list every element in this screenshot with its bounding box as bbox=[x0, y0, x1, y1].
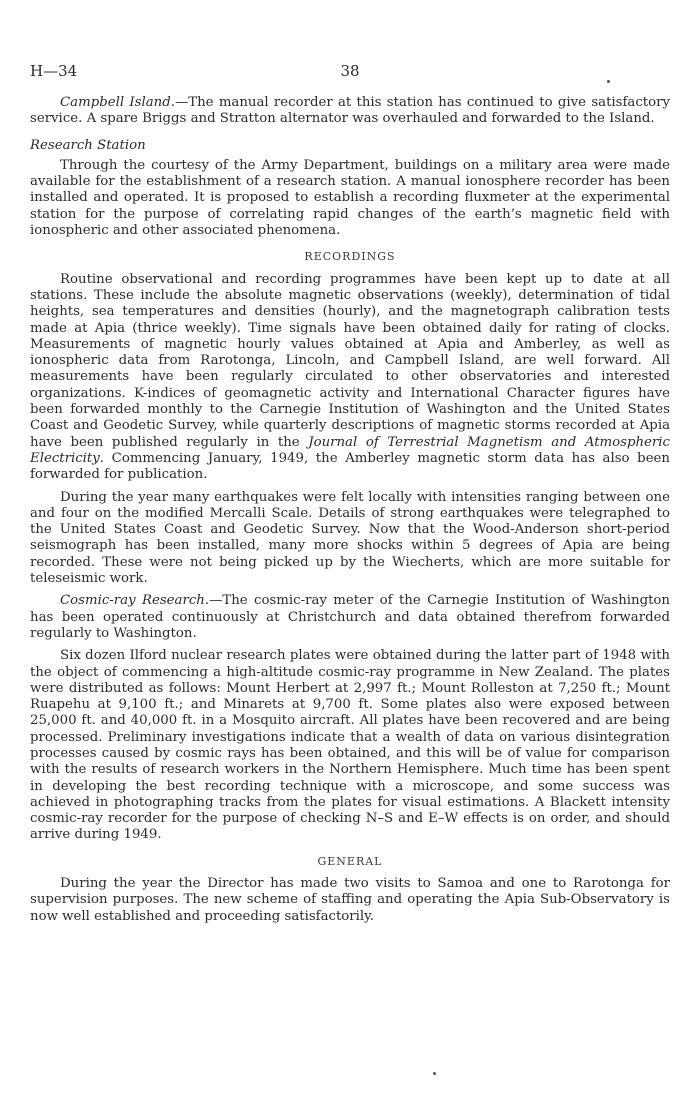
page-number: 38 bbox=[340, 62, 360, 80]
plates-paragraph: Six dozen Ilford nuclear research plates were obtained during the latter part of 1948 with the object of commencing a high-altitude cosmic-ray programme in New Zealand. The plates were distributed as follows: Mount Herbert at 2,997 ft.; Mount Rolleston at 7,250 ft.; Mount Ruapehu at 9,100 ft.; and Minarets at 9,700 ft. Some plates also were exposed between 25,000 ft. and 40,000 ft. in a Mosquito aircraft. All plates have been recovered and are being processed. Preliminary investigations indicate that a wealth of data on various disintegration processes caused by cosmic rays has been obtained, and this will be of value for comparison with the results of research workers in the Northern Hemisphere. Much time has been spent in developing the best recording technique with a microscope, and some success was achieved in photographing tracks from the plates for visual estimations. A Blackett intensity cosmic-ray recorder for the purpose of checking N–S and E–W effects is on order, and should arrive during 1949. bbox=[30, 648, 670, 843]
cosmic-ray-text: —The cosmic-ray meter of the Carnegie Institution of Washington has been operated continuously at Christchurch and data obtained therefrom forwarded regularly to Washington. bbox=[30, 593, 670, 641]
campbell-paragraph bbox=[30, 95, 670, 128]
page-code: H—34 bbox=[30, 62, 78, 80]
campbell-text: —The manual recorder at this station has continued to give satisfactory service. A spare Briggs and Stratton alternator was overhauled and forwarded to the Island. bbox=[30, 95, 671, 127]
research-station-paragraph: Through the courtesy of the Army Department, buildings on a military area were made available for the establishment of a research station. A manual ionosphere recorder has been installed and operated. It is proposed to establish a recording fluxmeter at the experimental station for the purpose of correlating rapid changes of the earth’s magnetic field with ionospheric and other associated phenomena. bbox=[30, 157, 670, 239]
earthquake-paragraph: During the year many earthquakes were felt locally with intensities ranging between one and four on the modified Mercalli Scale. Details of strong earthquakes were telegraphed to the United States Coast and Geodetic Survey. Now that the Wood-Anderson short-period seismograph has been installed, many more shocks within 5 degrees of Apia are being recorded. These were not being picked up by the Wiecherts, which are more suitable for teleseismic work. bbox=[30, 489, 670, 587]
journal-title: Journal of Terrestrial Magnetism and Atmospheric Electricity bbox=[30, 434, 670, 466]
cosmic-ray-paragraph bbox=[30, 593, 670, 642]
recordings-heading: RECORDINGS bbox=[304, 250, 396, 264]
speck-mark bbox=[607, 80, 610, 83]
general-paragraph: During the year the Director has made two visits to Samoa and one to Rarotonga for supervision purposes. The new scheme of staffing and operating the Apia Sub-Observatory is now well established and proceeding satisfactorily. bbox=[30, 876, 670, 924]
cosmic-ray-runin: Cosmic-ray Research. bbox=[60, 593, 210, 609]
page-body bbox=[30, 95, 670, 931]
routine-paragraph bbox=[30, 272, 670, 484]
campbell-runin: Campbell Island. bbox=[60, 95, 175, 110]
speck-mark-bottom bbox=[433, 1072, 436, 1075]
research-station-title: Research Station bbox=[30, 137, 146, 153]
general-heading: GENERAL bbox=[317, 854, 383, 868]
routine-text-b: . Commencing January, 1949, the Amberley magnetic storm data has also been forwarded for publication. bbox=[30, 450, 670, 483]
routine-text-a: Routine observational and recording programmes have been kept up to date at all stations. These include the absolute magnetic observations (weekly), determination of tidal heights, sea temperatures and densities (hourly), and the magnetograph calibration tests made at Apia (thrice weekly). Time signals have been obtained daily for rating of clocks. Measurements of magnetic hourly values obtained at Apia and Amberley, as well as ionospheric data from Rarotonga, Lincoln, and Campbell Island, are well forward. All measurements have been regularly circulated to other observatories and interested organizations. K-indices of geomagnetic activity and International Character figures have been forwarded monthly to the Carnegie Institution of Washington and the United States Coast and Geodetic Survey, while quarterly descriptions of magnetic storms recorded at Apia have been published regularly in the bbox=[30, 271, 670, 450]
